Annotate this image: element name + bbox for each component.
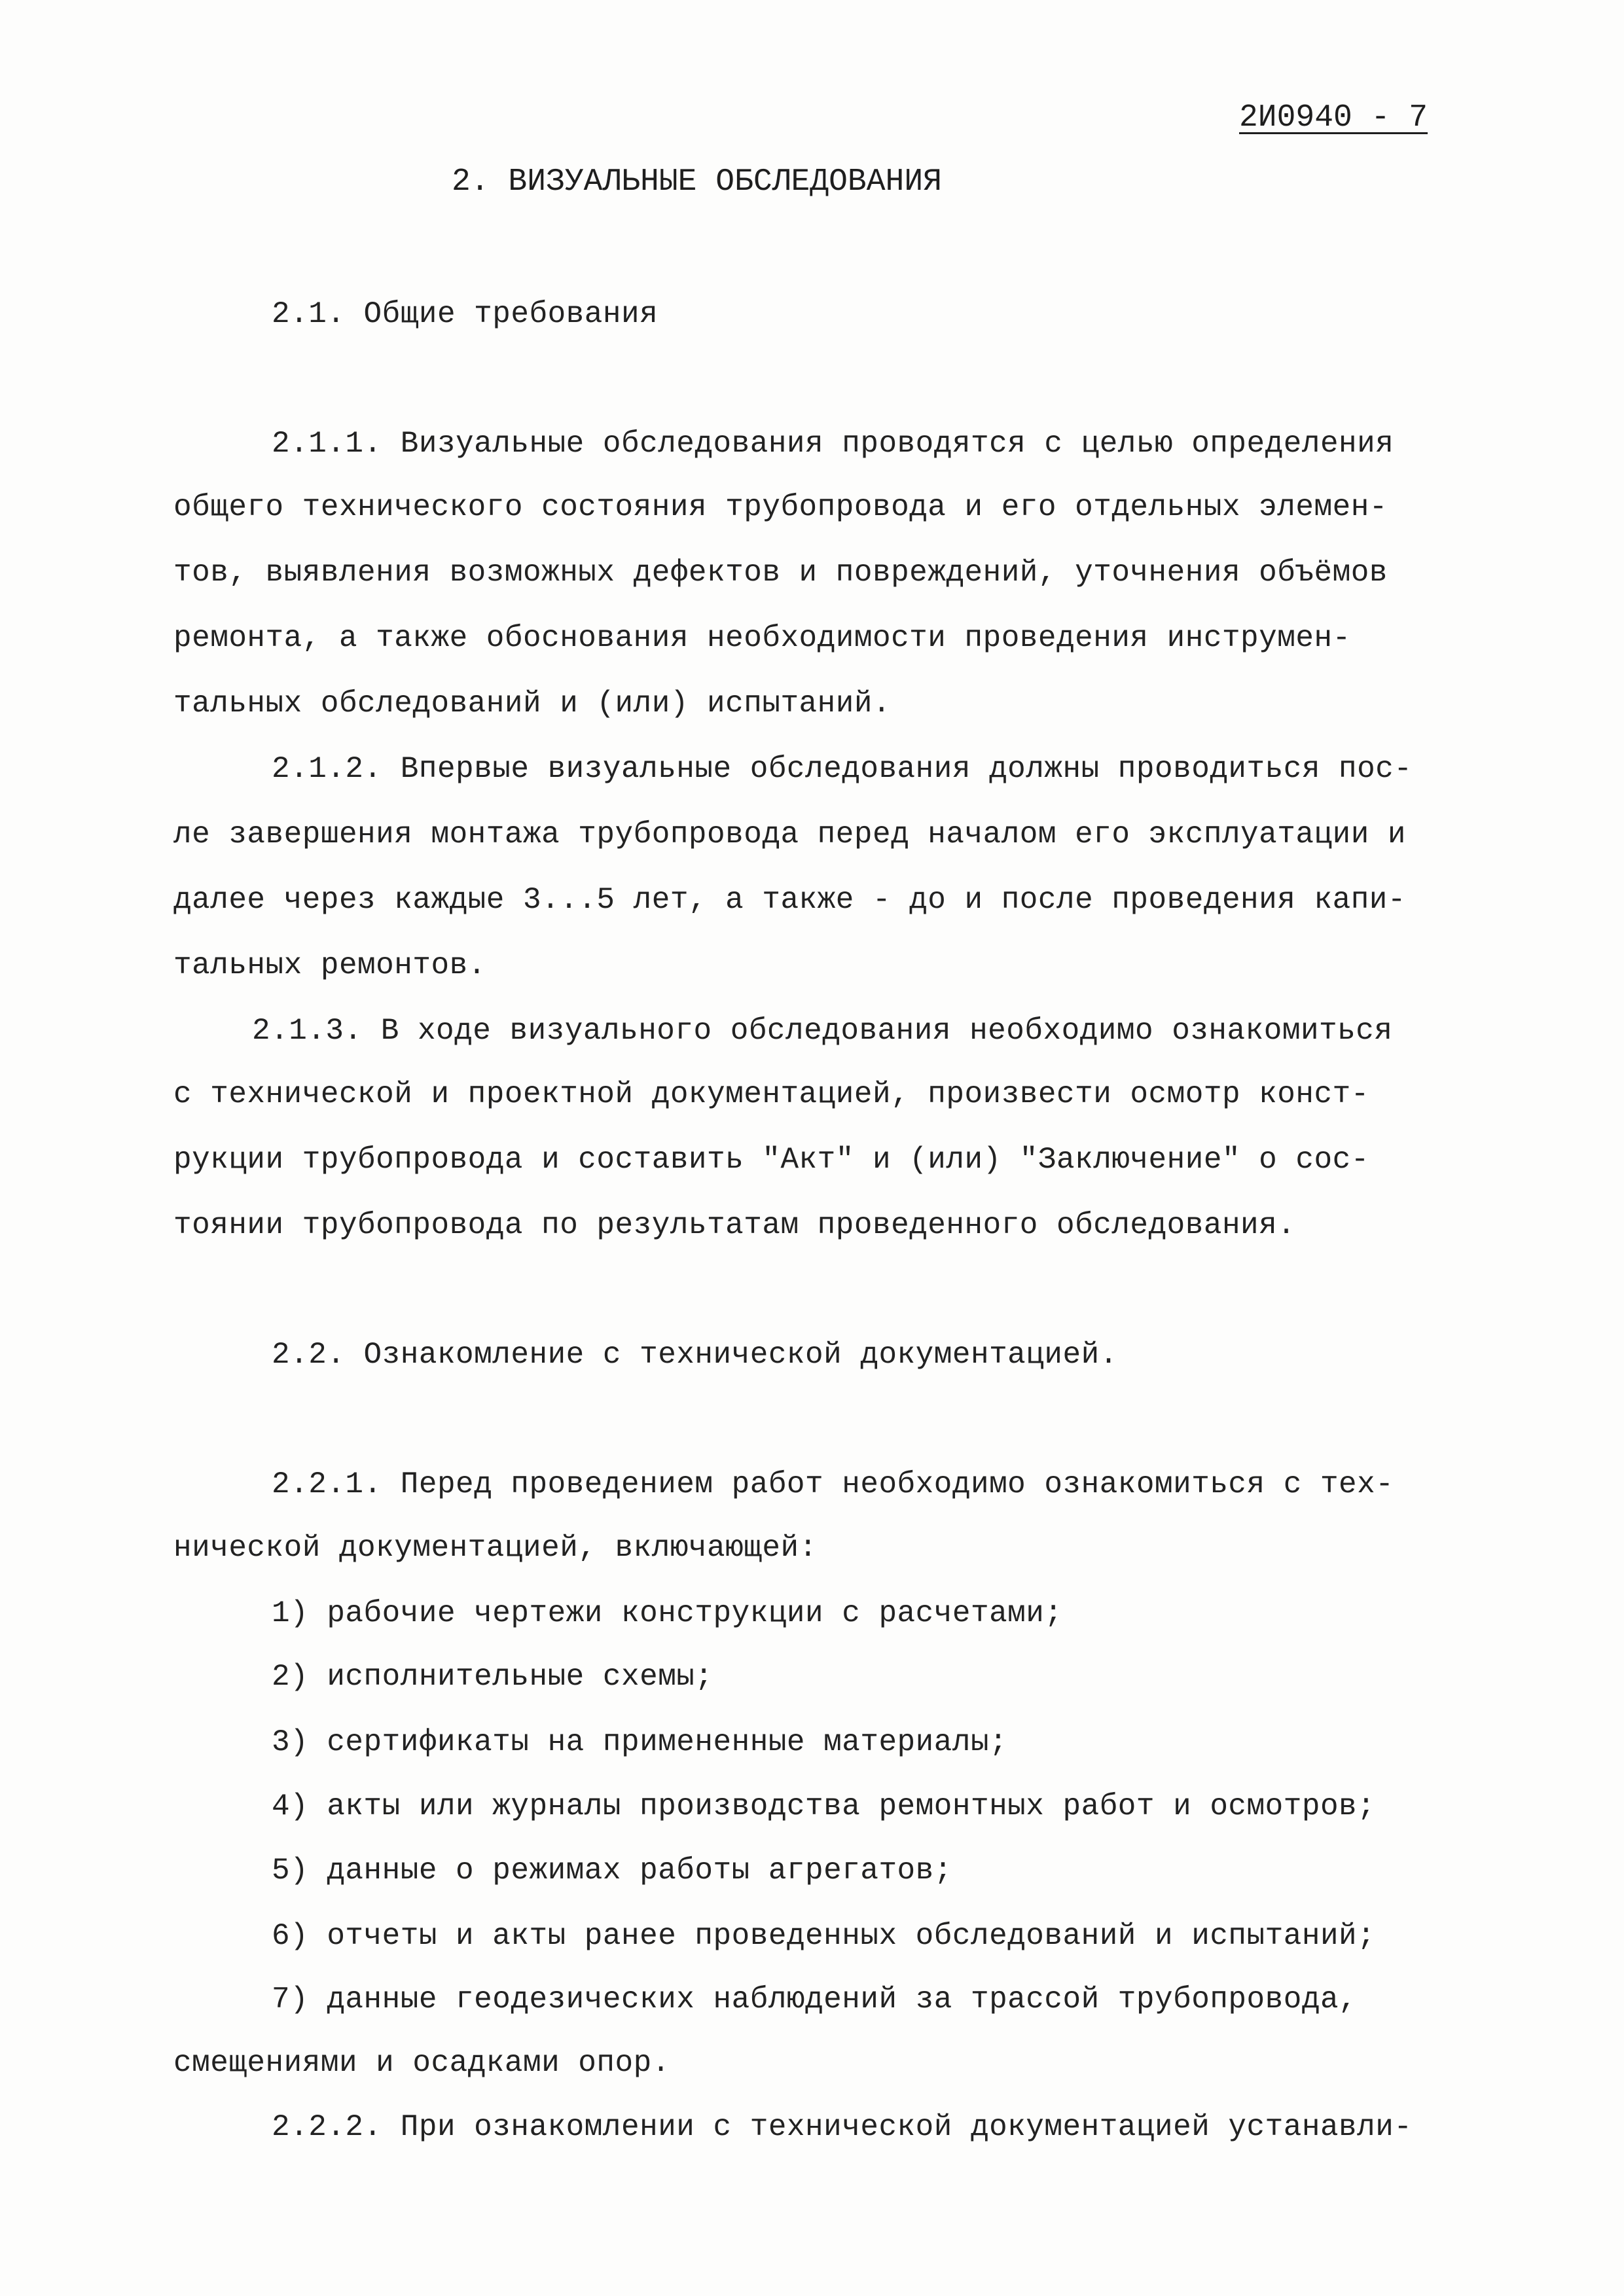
document-number: 2И0940 - 7 — [1239, 100, 1428, 135]
subsection-2-2-heading: 2.2. Ознакомление с технической документацией. — [272, 1338, 1118, 1372]
list-item: 6) отчеты и акты ранее проведенных обследований и испытаний; — [272, 1919, 1376, 1953]
paragraph-line: общего технического состояния трубопровода и его отдельных элемен- — [173, 490, 1388, 524]
paragraph-line: далее через каждые 3...5 лет, а также - до и после проведения капи- — [173, 883, 1407, 917]
list-item: 4) акты или журналы производства ремонтных работ и осмотров; — [272, 1789, 1376, 1823]
subsection-2-1-heading: 2.1. Общие требования — [272, 297, 659, 331]
list-item: 7) данные геодезических наблюдений за трассой трубопровода, — [272, 1982, 1358, 2017]
list-item: 2) исполнительные схемы; — [272, 1660, 713, 1694]
paragraph-line: с технической и проектной документацией, произвести осмотр конст- — [173, 1077, 1369, 1111]
paragraph-line: тальных ремонтов. — [173, 948, 486, 982]
paragraph-line: 2.1.2. Впервые визуальные обследования должны проводиться пос- — [272, 752, 1413, 786]
paragraph-line: тальных обследований и (или) испытаний. — [173, 687, 892, 721]
paragraph-line: рукции трубопровода и составить "Акт" и (или) "Заключение" о сос- — [173, 1143, 1369, 1177]
paragraph-line: 2.1.1. Визуальные обследования проводятся с целью определения — [272, 427, 1394, 461]
paragraph-line: 2.1.3. В ходе визуального обследования необходимо ознакомиться — [252, 1014, 1393, 1048]
paragraph-line: 2.2.2. При ознакомлении с технической документацией устанавли- — [272, 2110, 1413, 2144]
paragraph-line: ремонта, а также обоснования необходимости проведения инструмен- — [173, 621, 1351, 655]
list-item-continuation: смещениями и осадками опор. — [173, 2046, 670, 2080]
paragraph-line: нической документацией, включающей: — [173, 1531, 818, 1565]
paragraph-line: ле завершения монтажа трубопровода перед началом его эксплуатации и — [173, 817, 1407, 852]
section-heading: 2. ВИЗУАЛЬНЫЕ ОБСЛЕДОВАНИЯ — [452, 164, 942, 200]
paragraph-line: тов, выявления возможных дефектов и повреждений, уточнения объёмов — [173, 556, 1388, 590]
list-item: 3) сертификаты на примененные материалы; — [272, 1725, 1008, 1759]
list-item: 5) данные о режимах работы агрегатов; — [272, 1854, 952, 1888]
paragraph-line: 2.2.1. Перед проведением работ необходимо ознакомиться с тех- — [272, 1467, 1394, 1501]
list-item: 1) рабочие чертежи конструкции с расчетами; — [272, 1596, 1063, 1630]
paragraph-line: тоянии трубопровода по результатам проведенного обследования. — [173, 1208, 1296, 1242]
